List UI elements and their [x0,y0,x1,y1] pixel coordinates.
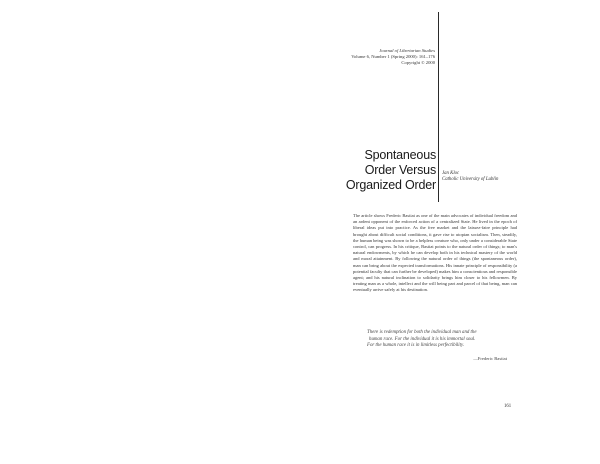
author-block [442,171,532,183]
page-number: 161 [504,404,512,409]
epigraph [367,330,507,350]
title-line: Spontaneous [364,148,436,162]
epigraph-line: human race. For the individual it is his immortal soul. [369,336,476,342]
title-line: Organized Order [345,178,436,192]
journal-name: Journal of Libertarian Studies [379,48,435,53]
epigraph-line: For the human race it is in limitless perfectibility. [367,343,465,349]
epigraph-line: There is redemption for both the individual man and the [367,330,477,335]
journal-volume: Volume 6, Number 1 (Spring 2000): 161–176 [351,54,435,59]
article-title [286,148,436,193]
journal-copyright: Copyright © 2000 [401,60,435,65]
author-name: Jan Kloc [442,171,460,176]
title-line: Order Versus [364,163,436,177]
journal-header [295,48,435,66]
epigraph-attribution: —Frederic Bastiat [473,356,507,361]
abstract-text: The article shows Frederic Bastiat as one of the main advocates of individual freedom and an ardent opponent of the enforced action of a centralized State. He lived in the epoch of liberal ideas put into practice. As the free market and the laissez-faire principle had brought about difficult social conditions, it gave rise to utopian socialism. Then, steadily, the human being was shown to be a helpless creature who, only under a considerable State control, can progress. In his critique, Bastiat points to the natural order of things; to man's natural endowments, by which he can develop both in his technical mastery of the world and moral attainment. By following the natural order of things (the spontaneous order), man can bring about the expected transformations. His innate principle of responsibility (a potential faculty that can further be developed) makes him a conscientious and responsible agent; and his natural inclination to solidarity brings him closer to his fellowmen. By treating man as a whole, intellect and the will being part and parcel of that being, man can eventually arrive safely at his destination. [353,213,517,293]
vertical-rule [438,12,439,202]
author-affiliation: Catholic University of Lublin [442,177,499,182]
